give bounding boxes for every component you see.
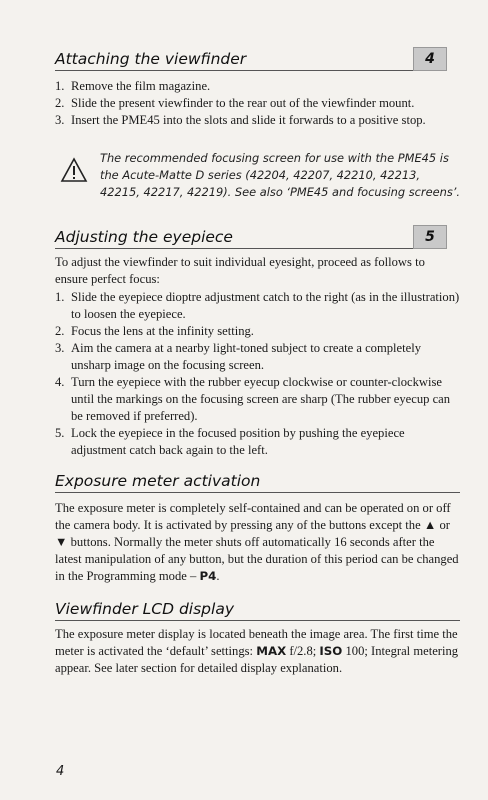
list-item: 2. Focus the lens at the infinity setting. (55, 324, 254, 338)
attaching-steps (55, 78, 460, 129)
section-header-lcd (55, 594, 460, 621)
section-title: Attaching the viewfinder (55, 50, 247, 68)
max-label: MAX (256, 644, 287, 658)
section-header-attaching (55, 44, 447, 71)
list-item: 4. Turn the eyepiece with the rubber eyecup clockwise or counter-clockwise until the markings on the focusing screen are sharp (The rubber eyecup can be removed if preferred). (55, 375, 451, 423)
list-item: 3. Insert the PME45 into the slots and slide it forwards to a positive stop. (55, 113, 426, 127)
programming-mode-label: P4 (199, 569, 217, 583)
lcd-paragraph: The exposure meter display is located beneath the image area. The first time the meter is activated the ‘default’ settings: MAX f/2.8; ISO 100; Integral metering appear. See later section for detailed display explanation. (55, 627, 459, 675)
down-arrow-icon: ▼ (55, 535, 68, 549)
section-header-eyepiece (55, 222, 447, 249)
list-item: 1. Remove the film magazine. (55, 79, 211, 93)
section-header-exposure (55, 466, 460, 493)
exposure-paragraph: The exposure meter is completely self-contained and can be operated on or off the camera body. It is activated by pressing any of the buttons except the ▲ or ▼ buttons. Normally the meter shuts off automatically 16 seconds after the latest manipulation of any button, but the duration of this period can be changed in the Programming mode – P4. (55, 501, 459, 583)
section-title: Viewfinder LCD display (55, 600, 234, 618)
page-number: 4 (56, 764, 65, 779)
list-item: 5. Lock the eyepiece in the focused position by pushing the eyepiece adjustment catch back again to the left. (55, 426, 405, 457)
section-title: Exposure meter activation (55, 472, 261, 490)
list-item: 2. Slide the present viewfinder to the rear out of the viewfinder mount. (55, 96, 415, 110)
up-arrow-icon: ▲ (423, 518, 437, 532)
section-title: Adjusting the eyepiece (55, 228, 233, 246)
eyepiece-steps (55, 289, 460, 459)
section-number-badge: 5 (413, 225, 447, 249)
iso-label: ISO (319, 644, 343, 658)
section-number-badge: 4 (413, 47, 447, 71)
warning-note: The recommended focusing screen for use with the PME45 is the Acute-Matte D series (42204, 42207, 42210, 42213, 42215, 42217, 42219). See also ‘PME45 and focusing screens’. (100, 151, 461, 199)
eyepiece-intro: To adjust the viewfinder to suit individual eyesight, proceed as follows to ensure perfect focus: (55, 255, 425, 286)
list-item: 1. Slide the eyepiece dioptre adjustment catch to the right (as in the illustration) to loosen the eyepiece. (55, 290, 460, 321)
warning-icon (60, 157, 88, 183)
list-item: 3. Aim the camera at a nearby light-toned subject to create a completely unsharp image on the focusing screen. (55, 341, 422, 372)
